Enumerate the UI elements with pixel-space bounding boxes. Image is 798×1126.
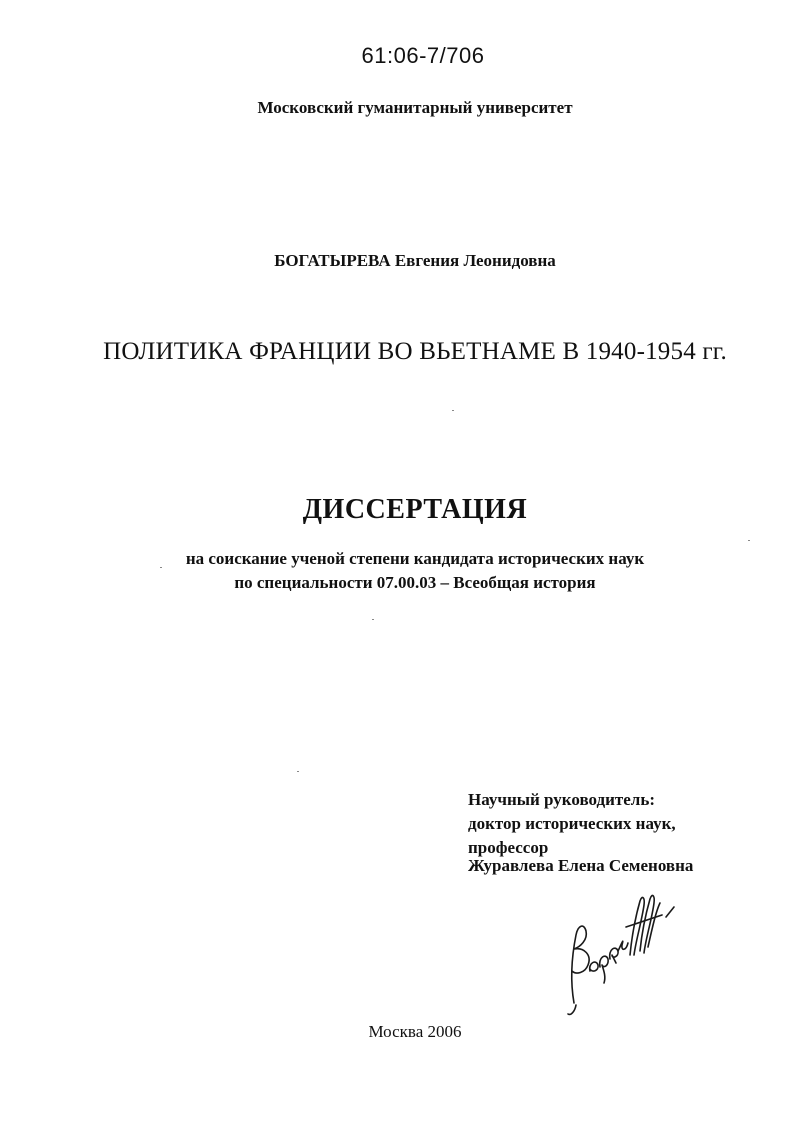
scan-speck xyxy=(372,619,374,620)
thesis-title: ПОЛИТИКА ФРАНЦИИ ВО ВЬЕТНАМЕ В 1940-1954 гг. xyxy=(103,338,727,365)
author-name: БОГАТЫРЕВА Евгения Леонидовна xyxy=(274,251,556,270)
handwritten-signature xyxy=(552,885,682,1020)
supervisor-name: Журавлева Елена Семеновна xyxy=(468,856,694,875)
scan-speck xyxy=(160,567,162,568)
city-year: Москва 2006 xyxy=(368,1022,462,1041)
supervisor-rank: профессор xyxy=(468,838,549,857)
degree-line-2: по специальности 07.00.03 – Всеобщая история xyxy=(234,573,596,592)
degree-line-1: на соискание ученой степени кандидата исторических наук xyxy=(185,549,645,568)
scan-speck xyxy=(748,540,750,541)
document-type: ДИССЕРТАЦИЯ xyxy=(302,494,528,525)
catalog-code: 61:06-7/706 xyxy=(361,43,485,68)
scan-speck xyxy=(297,771,299,772)
scan-speck xyxy=(452,410,454,411)
supervisor-degree: доктор исторических наук, xyxy=(468,814,676,833)
supervisor-heading: Научный руководитель: xyxy=(468,790,655,809)
university-name: Московский гуманитарный университет xyxy=(257,98,573,117)
